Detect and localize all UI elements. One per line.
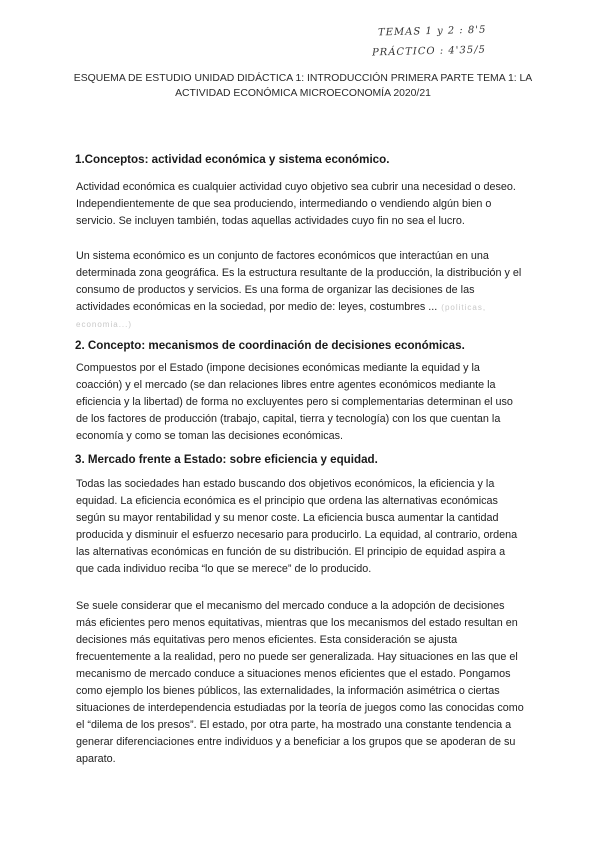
section-1-paragraph-2 xyxy=(76,248,526,333)
section-1-paragraph-1: Actividad económica es cualquier actividad cuyo objetivo sea cubrir una necesidad o deseo. Independientemente de que sea produciendo, intermediando o vendiendo algún bien o servicio. Se incluyen también, todas aquellas actividades cuyo fin no sea el lucro. xyxy=(76,181,516,227)
section-3-paragraph-1: Todas las sociedades han estado buscando dos objetivos económicos, la eficiencia y la equidad. La eficiencia económica es el principio que ordena las alternativas económicas según su mayor rentabilidad y su menor coste. La eficiencia busca aumentar la cantidad producida y disminuir el esfuerzo necesario para producirlo. La equidad, al contrario, ordena las alternativas económicas en función de su distribución. El principio de equidad aspira a que cada individuo reciba “lo que se merece” de lo producido. xyxy=(76,478,518,575)
document-title: ESQUEMA DE ESTUDIO UNIDAD DIDÁCTICA 1: INTRODUCCIÓN PRIMERA PARTE TEMA 1: LA ACTIVIDAD ECONÓMICA MICROECONOMÍA 2020/21 xyxy=(73,73,533,99)
section-1-paragraph-2-text: Un sistema económico es un conjunto de factores económicos que interactúan en una determinada zona geográfica. Es la estructura resultante de la producción, la distribución y el consumo de productos y servicios. Es una forma de organizar las decisiones de las actividades económicas en la sociedad, por medio de: leyes, costumbres ... xyxy=(76,250,522,313)
section-3-heading: 3. Mercado frente a Estado: sobre eficiencia y equidad. xyxy=(75,453,378,466)
handwritten-grade-practical: PRÁCTICO : 4'35/5 xyxy=(371,44,487,59)
section-3-paragraph-2: Se suele considerar que el mecanismo del mercado conduce a la adopción de decisiones más eficientes pero menos equitativas, mientras que los mecanismos del estado resultan en decisiones más equitativas pero menos eficientes. Esta consideración se ajusta frecuentemente a la realidad, pero no puede ser generalizada. Hay situaciones en las que el mecanismo de mercado conduce a situaciones menos eficientes que el estado. Pongamos como ejemplo los bienes públicos, las externalidades, la información asimétrica o ciertas situaciones de interdependencia estudiadas por la teoría de juegos como las conocidas como el “dilema de los presos”. El estado, por otra parte, ha mostrado una constante tendencia a generar diferenciaciones entre individuos y a beneficiar a los grupos que se apoderan de su aparato. xyxy=(76,600,524,765)
section-2-heading: 2. Concepto: mecanismos de coordinación de decisiones económicas. xyxy=(75,339,465,352)
section-1-heading: 1.Conceptos: actividad económica y sistema económico. xyxy=(75,153,390,166)
section-2-paragraph: Compuestos por el Estado (impone decisiones económicas mediante la equidad y la coacción) y el mercado (se dan relaciones libres entre agentes económicos mediante la eficiencia y la libertad) de forma no excluyentes pero si complementarias determinan el uso de los factores de producción (trabajo, capital, tierra y tecnología) con los que cuentan la economía y como se toman las decisiones económicas. xyxy=(76,362,513,442)
faint-annotation: (politicas, economia...) xyxy=(76,303,487,329)
handwritten-grade-topics: TEMAS 1 y 2 : 8'5 xyxy=(377,24,487,39)
